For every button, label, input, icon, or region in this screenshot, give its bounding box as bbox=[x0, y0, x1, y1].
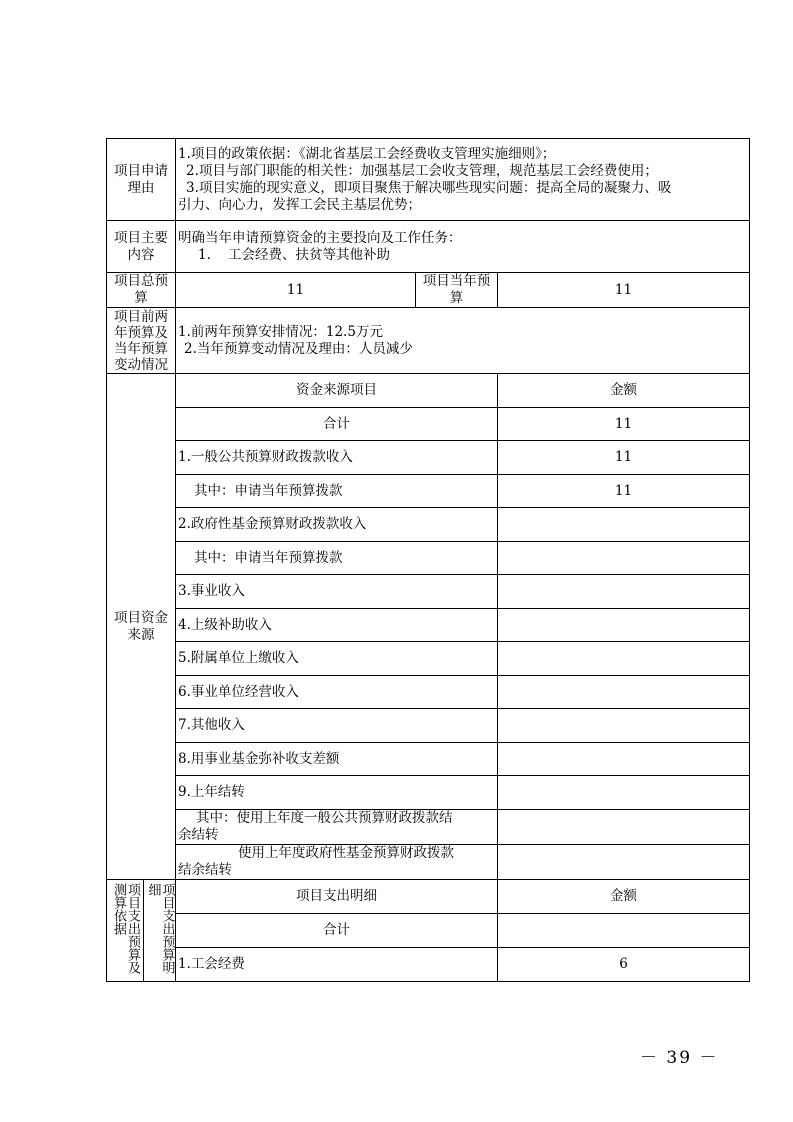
total-budget-label: 项目总预算 bbox=[107, 273, 176, 308]
table-row bbox=[107, 508, 750, 542]
funding-header-item: 资金来源项目 bbox=[176, 374, 498, 408]
funding-item bbox=[176, 810, 498, 845]
content-label: 项目主要内容 bbox=[107, 221, 176, 273]
funding-item: 6.事业单位经营收入 bbox=[176, 676, 498, 709]
funding-amount bbox=[498, 609, 750, 642]
budget-form-table bbox=[106, 138, 750, 982]
table-row bbox=[107, 810, 750, 845]
change-line: 2.当年预算变动情况及理由：人员减少 bbox=[184, 340, 413, 357]
funding-item: 7.其他收入 bbox=[176, 709, 498, 743]
funding-amount: 11 bbox=[498, 408, 750, 441]
expense-item: 1.工会经费 bbox=[176, 947, 498, 981]
content-line: 明确当年申请预算资金的主要投向及工作任务： bbox=[178, 229, 462, 246]
expense-header-item: 项目支出明细 bbox=[176, 880, 498, 914]
funding-amount bbox=[498, 676, 750, 709]
funding-item: 3.事业收入 bbox=[176, 575, 498, 609]
table-row bbox=[107, 408, 750, 441]
change-label: 项目前两年预算及当年预算变动情况 bbox=[107, 308, 176, 374]
table-row bbox=[107, 676, 750, 709]
funding-item-line: 余结转 bbox=[178, 827, 219, 843]
funding-item: 其中：申请当年预算拨款 bbox=[176, 475, 498, 508]
funding-amount bbox=[498, 642, 750, 676]
funding-label: 项目资金来源 bbox=[107, 374, 176, 880]
reason-line: 3.项目实施的现实意义，即项目聚焦于解决哪些现实问题：提高全局的凝聚力、吸 bbox=[186, 179, 672, 196]
funding-item: 5.附属单位上缴收入 bbox=[176, 642, 498, 676]
expense-item: 合计 bbox=[176, 914, 498, 947]
funding-amount bbox=[498, 810, 750, 845]
table-row bbox=[107, 776, 750, 810]
table-row bbox=[107, 575, 750, 609]
funding-item-line: 使用上年度政府性基金预算财政拨款 bbox=[238, 845, 454, 861]
reason-line: 1.项目的政策依据：《湖北省基层工会经费收支管理实施细则》； bbox=[178, 145, 556, 162]
funding-header-amount: 金额 bbox=[498, 374, 750, 408]
table-row bbox=[107, 709, 750, 743]
funding-amount bbox=[498, 709, 750, 743]
expense-header-row bbox=[107, 880, 750, 914]
total-budget-value: 11 bbox=[176, 273, 416, 308]
funding-item-line: 结余结转 bbox=[178, 862, 232, 878]
reason-line: 2.项目与部门职能的相关性：加强基层工会收支管理，规范基层工会经费使用； bbox=[186, 162, 658, 179]
funding-item bbox=[176, 845, 498, 880]
funding-amount bbox=[498, 575, 750, 609]
funding-amount bbox=[498, 743, 750, 776]
change-row bbox=[107, 308, 750, 374]
expense-amount bbox=[498, 914, 750, 947]
change-line: 1.前两年预算安排情况：12.5万元 bbox=[178, 323, 383, 340]
funding-amount: 11 bbox=[498, 475, 750, 508]
table-row bbox=[107, 914, 750, 947]
current-budget-value: 11 bbox=[498, 273, 750, 308]
funding-amount bbox=[498, 508, 750, 542]
table-row bbox=[107, 609, 750, 642]
funding-item: 9.上年结转 bbox=[176, 776, 498, 810]
funding-item: 8.用事业基金弥补收支差额 bbox=[176, 743, 498, 776]
table-row bbox=[107, 947, 750, 981]
table-row bbox=[107, 542, 750, 575]
funding-amount: 11 bbox=[498, 441, 750, 475]
table-row bbox=[107, 845, 750, 880]
reason-line: 引力、向心力，发挥工会民主基层优势； bbox=[178, 196, 421, 213]
funding-item: 其中：申请当年预算拨款 bbox=[176, 542, 498, 575]
expense-amount: 6 bbox=[498, 947, 750, 981]
table-row bbox=[107, 642, 750, 676]
content-content bbox=[176, 221, 750, 273]
funding-item-line: 其中：使用上年度一般公共预算财政拨款结 bbox=[196, 810, 453, 826]
content-line: 1. 工会经费、扶贫等其他补助 bbox=[198, 246, 391, 263]
expense-label-cell bbox=[107, 880, 176, 982]
table-row bbox=[107, 475, 750, 508]
reason-content bbox=[176, 139, 750, 221]
expense-inner-label: 项目支出预算明细 bbox=[145, 882, 175, 974]
change-content bbox=[176, 308, 750, 374]
page-number: － 39 － bbox=[640, 1048, 719, 1068]
funding-header-row bbox=[107, 374, 750, 408]
content-row bbox=[107, 221, 750, 273]
funding-item: 4.上级补助收入 bbox=[176, 609, 498, 642]
funding-item: 合计 bbox=[176, 408, 498, 441]
reason-label: 项目申请理由 bbox=[107, 139, 176, 221]
budget-row bbox=[107, 273, 750, 308]
table-row bbox=[107, 441, 750, 475]
expense-header-amount: 金额 bbox=[498, 880, 750, 914]
table-row bbox=[107, 743, 750, 776]
funding-amount bbox=[498, 776, 750, 810]
reason-row bbox=[107, 139, 750, 221]
funding-amount bbox=[498, 542, 750, 575]
funding-item: 1.一般公共预算财政拨款收入 bbox=[176, 441, 498, 475]
current-budget-label: 项目当年预算 bbox=[416, 273, 498, 308]
funding-amount bbox=[498, 845, 750, 880]
expense-outer-label: 项目支出预算及测算依据 bbox=[111, 882, 140, 974]
funding-item: 2.政府性基金预算财政拨款收入 bbox=[176, 508, 498, 542]
